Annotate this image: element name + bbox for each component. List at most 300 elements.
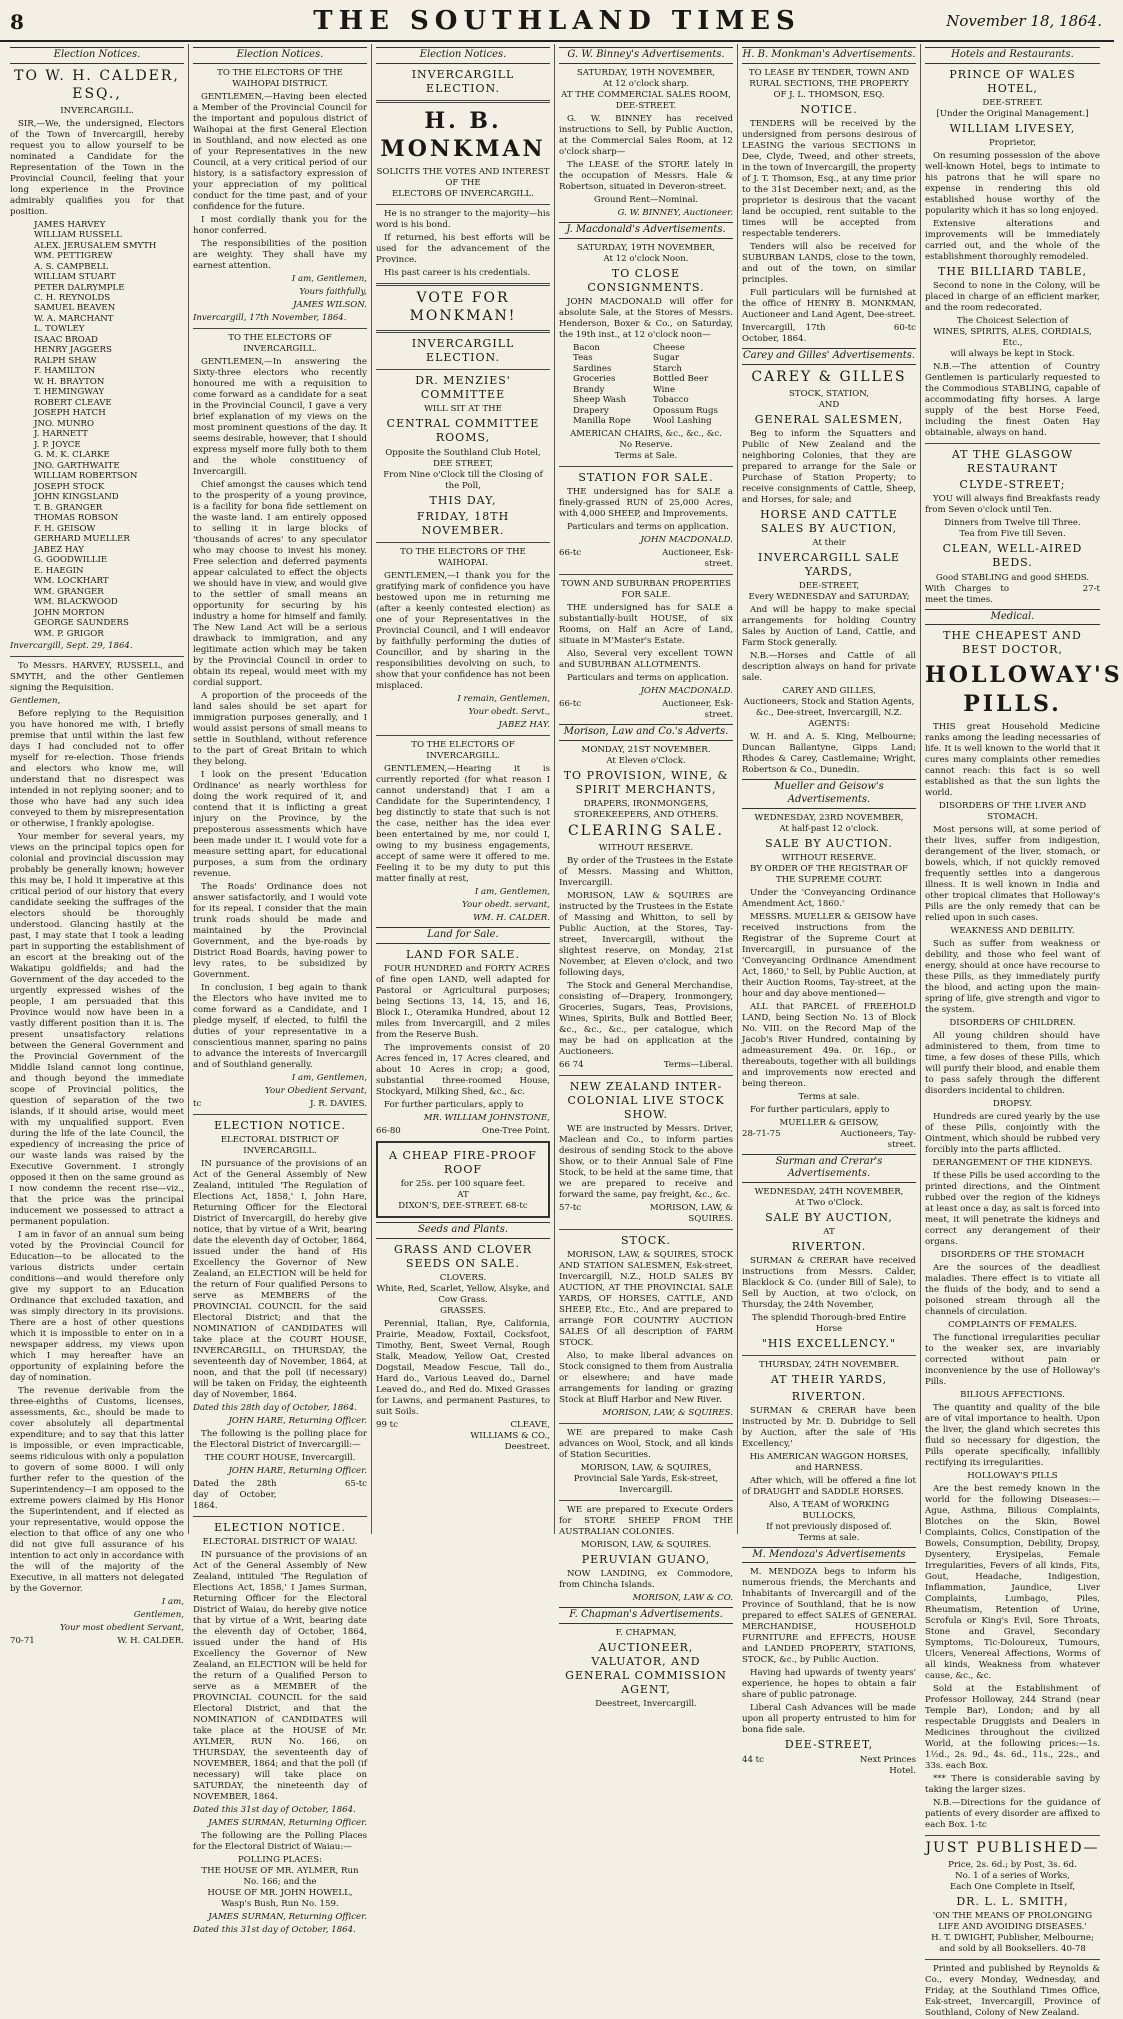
signatory-name: ALEX. JERUSALEM SMYTH [34,240,157,251]
line-right: Next Princes Hotel. [859,1754,916,1776]
centered-line: AT THE COMMERCIAL SALES ROOM, [561,89,731,100]
centered-line: HOUSE OF MR. JOHN HOWELL, Wasp's Bush, Run No. 159. [207,1887,353,1909]
sub-heading: RIVERTON. [791,1389,867,1403]
paragraph: G. W. BINNEY has received instructions to Sell, by Public Auction, at the Commercial Sales Room, at 12 o'clock sharp— [559,113,733,157]
paragraph: WE are prepared to Execute Orders for STORE SHEEP FROM THE AUSTRALIAN COLONIES. [559,1504,733,1537]
goods-item: Bottled Beer [653,374,709,385]
centered-line: If not previously disposed of. [766,1521,892,1532]
goods-item: Wool Lashing [653,416,712,427]
paragraph: JOHN MACDONALD will offer for absolute Sale, at the Stores of Messrs. Henderson, Boxer & Co., on Saturday, the 19th inst., at 12 o'clock noon— [559,296,733,340]
centered-line: DROPSY. [992,1098,1033,1109]
centered-line: At their [812,537,846,548]
column-2 [189,44,372,1935]
centered-line: TOWN AND SUBURBAN PROPERTIES FOR SALE. [560,578,732,600]
issue-date: November 18, 1864. [946,12,1102,30]
section-header: M. Mendoza's Advertisements [742,1547,916,1564]
paragraph: In conclusion, I beg again to thank the Electors who have invited me to come forward as a Candidate, and I pledge myself, if elected, to fulfil the duties of your representative in a conscientious manner, sparing no pains to advance the interests of Invercargill and of Southland generally. [193,982,367,1070]
signature-line: JOHN HARE, Returning Officer. [228,1465,367,1476]
sub-heading: TO PROVISION, WINE, & SPIRIT MERCHANTS, [563,768,729,796]
paragraph: N.B.—Horses and Cattle of all description always on hand for private sale. [742,650,916,683]
sub-heading: THE BILLIARD TABLE, [938,265,1087,279]
paragraph: The quantity and quality of the bile are of vital importance to health. Upon the liver, the gland which secretes this fluid so necessary for digestion, the Pills operate specifically, infallibly rectifying its irregularities. [925,1402,1100,1468]
signatory-name: JOHN MORTON [34,607,105,618]
paragraph: Having had upwards of twenty years' experience, he hopes to obtain a fair share of public patronage. [742,1668,916,1701]
centered-line: DISORDERS OF THE STOMACH [940,1249,1085,1260]
signature-line: G. W. BINNEY, Auctioneer. [617,207,733,218]
sub-heading: WILLIAM LIVESEY, [949,121,1076,135]
centered-line: Each One Complete in Itself, [949,1881,1076,1892]
signature-line: MORISON, LAW, & SQUIRES. [602,1407,733,1418]
centered-line: Tea from Five till Seven. [959,529,1066,540]
centered-line: White, Red, Scarlet, Yellow, Alsyke, and Cow Grass. [376,1283,550,1305]
line-right: CLEAVE, WILLIAMS & CO., Deestreet. [470,1419,550,1452]
signatory-name: WILLIAM ROBERTSON [34,471,138,482]
centered-line: Proprietor, [988,138,1037,149]
centered-line: Dinners from Twelve till Three. [944,518,1081,529]
paragraph: If these Pills be used according to the printed directions, and the Ointment rubbed over the region of the kidneys at least once a day, as salt is forced into meat, it will penetrate the kidneys and correct any derangement of their organs. [925,1170,1100,1247]
centered-line: Deestreet, Invercargill. [595,1699,697,1710]
centered-line: Also, A TEAM of WORKING BULLOCKS, [768,1499,890,1521]
page-number: 8 [10,10,24,34]
paragraph: M. MENDOZA begs to inform his numerous friends, the Merchants and Inhabitants of Invercargill and of the Province of Southland, that he is now prepared to effect SALES of GENERAL MERCHANDISE, HOUSEHOLD FURNITURE and EFFECTS, HOUSE and LANDED PROPERTY, STATIONS, STOCK, &c., by Public Auction. [742,1567,916,1666]
display-heading: VOTE FOR MONKMAN! [409,290,517,325]
signatory-name: PETER DALRYMPLE [34,282,125,293]
paragraph: SURMAN & CRERAR have received instructions from Messrs. Calder, Blacklock & Co. (under Bill of Sale), to Sell by Auction, at two o'clock, on Thursday, the 24th November, [742,1256,916,1311]
paragraph: THE undersigned has for SALE a substantially-built HOUSE, of six Rooms, on Half an Acre of Land, situate in M'Master's Estate. [559,602,733,646]
split-line [559,548,733,570]
paragraph: The Roads' Ordinance does not answer satisfactorily, and I would vote for its repeal. I consider that the main trunk roads should be made and maintained by the Provincial Government, and the bye-roads by District Road Boards, having power to levy rates, to be subsidized by Government. [193,881,367,980]
centered-line: OF THE [445,178,481,189]
centered-line: At 12 o'clock sharp. [602,78,690,89]
paragraph: GENTLEMEN,—Hearing it is currently reported (for what reason I cannot understand) that I am a Candidate for the Superintendency, I beg distinctly to state that such is not the case, neither has the idea ever been entertained by me, nor could I, owing to my business engagements, accept of same were it offered to me. Feeling it to be my duty to put this matter finally at rest, [376,763,550,884]
signature-line: I am, Gentlemen, [474,886,550,897]
paragraph: All young children should have administered to them, from time to time, a few doses of these Pills, which will purify their blood, and enable them to pass safely through the different disorders incidental to children. [925,1030,1100,1096]
paragraph: Second to none in the Colony, will be placed in charge of an efficient marker, and the room redecorated. [925,281,1100,314]
sub-heading: CLEAN, WELL-AIRED BEDS. [942,542,1083,570]
centered-line: MUELLER & GEISOW, [779,1117,879,1128]
goods-item: Sugar [653,353,680,364]
centered-line: At Eleven o'Clock. [606,755,686,766]
goods-item: Sardines [573,363,612,374]
section-header: H. B. Monkman's Advertisements. [742,47,916,64]
line-left: 99 tc [376,1419,398,1430]
section-header: Medical. [925,609,1100,626]
sub-heading: INVERCARGILL ELECTION. [411,337,515,365]
centered-line: At 12 o'clock Noon. [603,253,689,264]
goods-item: Groceries [573,374,616,385]
sub-heading: "HIS EXCELLENCY." [761,1337,897,1351]
goods-item: Wine [653,384,676,395]
signature-line: Your obedt. servant, [462,899,550,910]
signatory-name: WM. BLACKWOOD [34,597,118,608]
signatory-name: W. H. BRAYTON [34,376,105,387]
paragraph: Are the sources of the deadliest maladies. There effect is to vitiate all the fluids of the body, and to send a poisoned stream through all the channels of circulation. [925,1262,1100,1317]
divider [193,328,367,329]
split-line [925,584,1100,606]
signatory-name: WM. P. GRIGOR [34,628,104,639]
centered-line: POLLING PLACES: [237,1854,323,1865]
paragraph: Perennial, Italian, Rye, California, Prairie, Meadow, Foxtail, Cocksfoot, Timothy, Bent, Sweet Vernal, Rough Stalk, Meadow, Yellow Oat, Crested Dogstail, Meadow Fescue, Tall do., Hard do., Various Leaved do., Darnel Leaved do., and Red do. Mixed Grasses for Lawns, and permanent Pastures, to suit Soils. [376,1318,550,1417]
paragraph: Are the best remedy known in the world for the following Diseases:—Ague, Asthma, Bilious Complaints, Blotches on the Skin, Bowel Complaints, Colics, Constipation of the Bowels, Consumption, Debility, Dropsy, Dysentery, Erysipelas, Female Irregularities, Fevers of all kinds, Fits, Gout, Headache, Indigestion, Inflammation, Jaundice, Liver Complaints, Lumbago, Piles, Rheumatism, Retention of Urine, Scrofula or King's Evil, Sore Throats, Stone and Gravel, Secondary Symptoms, Tic-Doloureux, Tumours, Ulcers, Venereal Affections, Worms of all kinds, Weakness from whatever cause, &c., &c. [925,1483,1100,1681]
centered-line: BY ORDER OF THE REGISTRAR OF THE SUPREME COURT. [750,863,908,885]
signatory-name: J. HARNETT [34,429,88,440]
divider [559,574,733,575]
signatory-name: WILLIAM STUART [34,272,116,283]
line-right: Auctioneers, Tay-street. [840,1128,916,1150]
paragraph: MESSRS. MUELLER & GEISOW have received instructions from the Registrar of the Supreme Court at Invercargill, in pursuance of the 'Conveyancing Ordinance Amendment Act, 1860,' to Sell, by Public Auction, at their Auction Rooms, Tay-street, at the hour and day above mentioned— [742,911,916,999]
divider [10,656,184,657]
line-left: 57-tc [559,1202,582,1213]
line-right: 65-tc [344,1478,367,1489]
sub-heading: ELECTION NOTICE. [214,1118,346,1132]
centered-line: Opposite the Southland Club Hotel, [385,447,541,458]
box-line: A CHEAP FIRE-PROOF ROOF [389,1148,537,1176]
paragraph: Also, to make liberal advances on Stock consigned to them from Australia or elsewhere; and have made arrangements for landing or grazing Stock at Bluff Harbor and New River. [559,1350,733,1405]
paragraph: Your member for several years, my views on the principal topics open for colonial and provincial discussion may probably be generally known; however this may be, I hold it imperative at this critical period of our history that every candidate seeking the suffrages of the electors should be thoroughly understood. Glancing hastily at the past, I may state that I took a leading part in supporting the establishment of an escort at the breaking out of the Wakatipu goldfields; and had the Government of the day acceded to the urgently expressed wishes of the people, I am persuaded that this Province would now have been in a vastly different position than it is. The present unsatisfactory relations between the General Government and the Provincial Government of the Middle Island cannot long continue, and though beyond the immediate scope of Provincial politics, the question of separation of the two islands, if it should arise, would meet with my unqualified support. Even during the life of the late Council, the expediency of increasing the price of our waste lands was raised by the Executive Government. I strongly opposed it then on the same ground as I now condemn the recent rise—viz., that the price was the principal inducement we possessed to attract a permanent population. [10,831,184,1227]
centered-line: THE HOUSE OF MR. AYLMER, Run No. 166; and the [201,1865,359,1887]
display-heading: JUST PUBLISHED— [925,1839,1100,1856]
section-header: Land for Sale. [376,927,550,944]
goods-list [559,343,733,427]
split-line [742,323,916,345]
line-left: 44 tc [742,1754,764,1765]
signatory-name: W. A. MARCHANT [34,313,114,324]
paragraph: And will be happy to make special arrangements for holding Country Sales by Auction of Land, Cattle, and Farm Stock generally. [742,604,916,648]
paragraph: After which, will be offered a fine lot of DRAUGHT and SADDLE HORSES. [742,1475,916,1497]
signatory-name: JABEZ HAY [34,544,84,555]
divider [559,1229,733,1230]
centered-line: Every WEDNESDAY and SATURDAY; [748,591,910,602]
paragraph: The revenue derivable from the three-eighths of Customs, licenses, assessments, &c., should be made to cover absolutely all departmental expenditure; and to say that this latter is impossible, or even impracticable, seems ridiculous with only a population to govern of some 8000. I will only further refer to the question of the Superintendency—I am opposed to the extreme powers claimed by His Honor the Superintendent, and if elected as your representative, would oppose the election to that office of any one who did not give full assurance of his intention to act only in accordance with the will of the majority of the Executive, in all matters not delegated by the Governor. [10,1385,184,1594]
paragraph: For further particulars, apply to [384,1099,524,1110]
centered-line: Terms at sale. [798,1532,860,1543]
goods-item: Manilla Rope [573,416,631,427]
centered-line: DISORDERS OF CHILDREN. [949,1017,1076,1028]
centered-line: WILL SIT AT THE [424,404,502,415]
divider [925,1835,1100,1836]
signatory-name: G. M. K. CLARKE [34,450,110,461]
centered-line: CAREY AND GILLES, [782,685,876,696]
centered-line: MORISON, LAW, & SQUIRES. [580,1539,712,1550]
newspaper-title: THE SOUTHLAND TIMES [313,6,801,36]
centered-line: [Under the Original Management.] [936,108,1089,119]
centered-line: DERANGEMENT OF THE KIDNEYS. [932,1157,1093,1168]
centered-line: WITHOUT RESERVE. [598,842,694,853]
signatory-name: F. HAMILTON [34,366,96,377]
sub-heading: RIVERTON. [791,1240,867,1254]
large-display-heading: HOLLOWAY'S PILLS. [925,662,1123,717]
centered-line: TO THE ELECTORS OF INVERCARGILL. [228,332,332,354]
paragraph: To Messrs. HARVEY, RUSSELL, and SMYTH, and the other Gentlemen signing the Requisition. [10,660,184,693]
sub-heading: GRASS AND CLOVER SEEDS ON SALE. [393,1242,533,1270]
signature-line: MORISON, LAW & CO. [632,1592,733,1603]
line-right: Auctioneer, Esk-street. [662,698,733,720]
paragraph: Chief amongst the causes which tend to the prosperity of a young province, is a facility for bona fide settlement on the waste land. I am entirely opposed to selling it in large blocks of 'thousands of acres' to any speculator who may choose to invest his money. Free selection and deferred payments appear calculated to effect the objects we should have in view, and would give to the settler of small means an opportunity for securing by his industry a home for himself and family. The New Land Act will be a serious drawback to immigration, and any legitimate action which may be taken by the Provincial Council in order to obtain its repeal, would meet with my cordial support. [193,479,367,688]
centered-line: AGENTS: [808,718,850,729]
paragraph: GENTLEMEN,—In answering the Sixty-three electors who recently honoured me with a requisition to come forward as a candidate for a seat in the Provincial Council, I gave a very brief explanation of my views on the most prominent questions of the day. It seems desirable, however, that I should express myself more fully both to them and the whole constituency of Invercargill. [193,356,367,477]
centered-line: The Choicest Selection of [956,316,1069,327]
centered-line: At Two o'Clock. [795,1198,863,1209]
sub-heading: INVERCARGILL ELECTION. [411,67,515,95]
centered-line: WEDNESDAY, 24TH NOVEMBER, [754,1187,904,1198]
signature-line: JABEZ HAY. [498,719,550,730]
dateline: Dated this 31st day of October, 1864. [193,1924,356,1935]
boxed-advertisement [376,1141,550,1218]
sub-heading: SALE BY AUCTION. [765,836,893,850]
paragraph: THIS great Household Medicine ranks among the leading necessaries of life. It is well known to the world that it cures many complaints other remedies cannot reach: this fact is so well established as that the sun lights the world. [925,721,1100,798]
paragraph: He is no stranger to the majority—his word is his bond. [376,209,550,231]
centered-line: DEE-STREET. [615,100,677,111]
signatory-name: L. TOWLEY [34,324,85,335]
sub-heading: STOCK. [620,1233,672,1247]
signatory-name: GERHARD MUELLER [34,534,130,545]
split-line [193,1479,367,1512]
line-left: Invercargill, 17th October, 1864. [742,322,826,344]
sub-heading: HORSE AND CATTLE SALES BY AUCTION, [760,507,898,535]
display-heading: CLEARING SALE. [568,822,724,839]
centered-line: His AMERICAN WAGGON HORSES, and HARNESS. [749,1451,909,1473]
paragraph: Particulars and terms on application. [567,672,729,683]
paragraph: For further particulars, apply to [750,1104,890,1115]
signatory-name: JAMES HARVEY [34,219,106,230]
display-heading: CAREY & GILLES [751,368,907,385]
paragraph: The Stock and General Merchandise, consisting of—Drapery, Ironmongery, Groceries, Sugars, Teas, Provisions, Wines, Spirits, Bulk and Bottled Beer, &c., &c., &c., per catalogue, which may be had on application at the Auctioneers. [559,980,733,1057]
centered-line: Terms at sale. [798,1091,860,1102]
line-right: One-Tree Point. [481,1125,550,1136]
centered-line: MONDAY, 21ST NOVEMBER. [581,744,711,755]
divider [742,1355,916,1356]
centered-line: ELECTORS OF INVERCARGILL. [392,189,534,200]
paragraph: Printed and published by Reynolds & Co., every Monday, Wednesday, and Friday, at the Southland Times Office, Esk-street, Invercargill, Province of Southland, Colony of New Zealand. [925,1963,1100,2018]
centered-line: No. 1 of a series of Works, [955,1870,1070,1881]
line-left: 66 74 [559,1059,584,1070]
divider [376,204,550,205]
centered-line: H. T. DWIGHT, Publisher, Melbourne; and sold by all Booksellers. 40-78 [931,1932,1094,1954]
large-display-heading: H. B. MONKMAN [380,107,546,163]
column-5 [738,44,921,1776]
section-header: Seeds and Plants. [376,1222,550,1239]
paragraph: SIR,—We, the undersigned, Electors of the Town of Invercargill, hereby request you to allow yourself to be nominated a Candidate for the Representation of the Town in the Provincial Council, feeling that your long experience in the Province admirably qualifies you for that position. [10,118,184,217]
signature-line: JAMES SURMAN, Returning Officer. [208,1817,367,1828]
line-right: J. R. DAVIES. [309,1098,367,1109]
paragraph: By order of the Trustees in the Estate of Messrs. Massing and Whitton, Invercargill. [559,855,733,888]
line-left: With Charges to meet the times. [925,583,1009,605]
paragraph: Such as suffer from weakness or debility, and those who feel want of energy, should at once have recourse to these Pills, as they immediately purify the blood, and acting upon the main-spring of life, give strength and vigor to the system. [925,938,1100,1015]
split-line [376,1126,550,1137]
line-left: 66-tc [559,698,582,709]
signatory-name: E. HAEGIN [34,565,84,576]
signatory-name: J. P. JOYCE [34,439,81,450]
divider [925,1959,1100,1960]
signature-line: I am, Gentlemen, [291,273,367,284]
centered-line: ELECTORAL DISTRICT OF WAIAU. [202,1536,358,1547]
column-4 [555,44,738,1710]
signatory-name: JOSEPH HATCH [34,408,106,419]
centered-line: TO THE ELECTORS OF INVERCARGILL. [411,739,515,761]
sub-heading: DR. MENZIES' COMMITTEE [415,374,511,402]
paragraph: The functional irregularities peculiar to the weaker sex, are invariably corrected without pain or inconvenience by the use of Holloway's Pills. [925,1332,1100,1387]
signature-line: WM. H. CALDER. [473,912,550,923]
section-header: Election Notices. [193,47,367,64]
section-header: Carey and Gilles' Advertisements. [742,348,916,365]
sub-heading: CENTRAL COMMITTEE ROOMS, [386,417,540,445]
centered-line: THURSDAY, 24TH NOVEMBER. [759,1360,899,1371]
split-line [376,1420,550,1453]
signatory-name: WILLIAM RUSSELL [34,230,122,241]
line-right: W. H. CALDER. [117,1635,184,1646]
centered-line: At half-past 12 o'clock. [779,823,879,834]
dateline: Invercargill, Sept. 29, 1864. [10,640,133,651]
signature-line: I remain, Gentlemen, [457,693,550,704]
paragraph: The responsibilities of the position are weighty. They shall have my earnest attention. [193,238,367,271]
centered-line: The splendid Thorough-bred Entire Horse [751,1313,907,1335]
divider [925,443,1100,444]
paragraph: The improvements consist of 20 Acres fenced in, 17 Acres cleared, and about 10 Acres in crop; a good, substantial three-roomed House, Stockyard, Milking Shed, &c., &c. [376,1042,550,1097]
signatory-name: T. B. GRANGER [34,502,103,513]
paragraph: I am in favor of an annual sum being voted by the Provincial Council for Education—to be allocated to the various districts under certain conditions—and would therefore only give my support to an Education Ordinance that excluded taxation, and was simply directory in its provisions. There are a host of other questions which it is impossible to enter on in a newspaper address, my views upon which I may hereafter have an opportunity of explaining before the day of nomination. [10,1229,184,1383]
centered-line: AT [823,1227,835,1238]
paragraph: Liberal Cash Advances will be made upon all property entrusted to him for bona fide sale. [742,1703,916,1736]
paragraph: SURMAN & CRERAR have been instructed by Mr. D. Dubridge to Sell by Auction, after the sale of 'His Excellency,' [742,1405,916,1449]
signature-line: Your Obedient Servant, [265,1085,367,1096]
dateline: Dated this 31st day of October, 1864. [193,1804,356,1815]
signature-line: Your most obedient Servant, [60,1622,184,1633]
signatory-name: THOMAS ROBSON [34,513,119,524]
centered-line: WEAKNESS AND DEBILITY. [950,925,1075,936]
paragraph: THE undersigned has for SALE a finely-grassed RUN of 25,000 Acres, with 4,000 SHEEP, and Improvements. [559,486,733,519]
section-header: Mueller and Geisow's Advertisements. [742,779,916,809]
paragraph: IN pursuance of the provisions of an Act of the General Assembly of New Zealand, intituled 'The Regulation of Elections Act, 1858,' I James Surman, Returning Officer for the Electoral District of Waiau, do hereby give notice that by virtue of a Writ, bearing date the eleventh day of October, 1864, issued under the hand of His Excellency the Governor of New Zealand, an ELECTION will be held for the return of a Qualified Person to serve as a MEMBER of the PROVINCIAL COUNCIL for the said Electoral District, and that the NOMINATION of CANDIDATES will take place at the HOUSE of Mr. AYLMER, RUN No. 166, on THURSDAY, the seventeenth day of NOVEMBER, 1864; and that the poll (if necessary) will take place on SATURDAY, the nineteenth day of NOVEMBER, 1864. [193,1549,367,1802]
line-left: 66-80 [376,1125,401,1136]
divider [376,369,550,370]
section-header: Hotels and Restaurants. [925,47,1100,64]
centered-line: THE COURT HOUSE, Invercargill. [204,1452,356,1463]
column-6 [921,44,1123,2018]
signatory-name: JOSEPH STOCK [34,481,105,492]
paragraph: A proportion of the proceeds of the land sales should be set apart for immigration purposes generally, and I would assist persons of small means to settle in Southland, without reference to the part of Great Britain to which they belong. [193,690,367,767]
sub-heading: THE CHEAPEST AND BEST DOCTOR, [943,629,1082,657]
sub-heading: GENERAL SALESMEN, [754,412,904,426]
line-left: tc [193,1098,202,1109]
signature-line: I am, [161,1596,184,1607]
signature-line: JOHN MACDONALD. [640,534,733,545]
double-divider [376,283,550,286]
split-line [10,1636,184,1647]
line-right: Terms—Liberal. [663,1059,733,1070]
paragraph: The following are the Polling Places for the Electoral District of Waiau:— [193,1830,367,1852]
dateline: Gentlemen, [10,695,61,706]
paragraph: If returned, his best efforts will be used for the advancement of the Province. [376,233,550,266]
section-header: F. Chapman's Advertisements. [559,1607,733,1624]
divider [376,542,550,543]
paragraph: MORISON, LAW, & SQUIRES, STOCK AND STATION SALESMEN, Esk-street, Invercargill, N.Z., HOLD SALES BY AUCTION, AT THE PROVINCIAL SALE YARDS, OF HORSES, CATTLE, AND SHEEP, Etc., Etc., And are prepared to arrange FOR COUNTRY AUCTION SALES Of all description of FARM STOCK. [559,1249,733,1348]
divider [376,735,550,736]
paragraph: W. H. and A. S. King, Melbourne; Duncan Ballantyne, Gipps Land; Rhodes & Carey, Castlemaine; Wright, Robertson & Co., Dunedin. [742,731,916,775]
signatory-name: F. H. GEISOW [34,523,96,534]
sub-heading: NEW ZEALAND INTER-COLONIAL LIVE STOCK SHOW. [567,1079,725,1121]
paragraph: Most persons will, at some period of their lives, suffer from indigestion, derangement of the liver, stomach, or bowels, which, if not quickly removed frequently settles into a dangerous illness. It is well known in India and other tropical climates that Holloway's Pills are the only remedy that can be relied upon in such cases. [925,824,1100,923]
line-right: 27-t [1082,583,1100,594]
signatory-name: C. H. REYNOLDS [34,293,111,303]
paragraph: Under the 'Conveyancing Ordinance Amendment Act, 1860.' [742,887,916,909]
double-divider [376,330,550,333]
signatory-name: SAMUEL BEAVEN [34,303,116,314]
dateline: Invercargill, 17th November, 1864. [193,312,347,323]
centered-line: MORISON, LAW, & SQUIRES, Provincial Sale Yards, Esk-street, Invercargill. [573,1462,719,1495]
section-header: Morison, Law and Co.'s Adverts. [559,724,733,741]
centered-line: INVERCARGILL. [60,105,134,116]
columns-container [6,44,1123,2018]
split-line [193,1099,367,1110]
paragraph: Also, Several very excellent TOWN and SUBURBAN ALLOTMENTS. [559,648,733,670]
centered-line: COMPLAINTS OF FEMALES. [948,1319,1077,1330]
display-heading: TO W. H. CALDER, ESQ., [14,67,180,102]
paragraph: I most cordially thank you for the honor conferred. [193,214,367,236]
paragraph: N.B.—Directions for the guidance of patients of every disorder are affixed to each Box. 1-tc [925,1797,1100,1830]
centered-line: F. CHAPMAN, [615,1627,677,1638]
sub-heading: PRINCE OF WALES HOTEL, [949,67,1076,95]
sub-heading: PERUVIAN GUANO, [581,1552,711,1566]
line-right: MORISON, LAW, & SQUIRES. [649,1202,733,1224]
paragraph: On resuming possession of the above well-known Hotel, begs to intimate to his patrons that he will spare no expense in rendering this old established house worthy of the popularity which it has so long enjoyed. [925,151,1100,217]
paragraph: Sold at the Establishment of Professor Holloway, 244 Strand (near Temple Bar), London; and by all respectable Druggists and Dealers in Medicines throughout the civilized World, at the following prices:—1s. 1½d., 2s. 9d., 4s. 6d., 11s., 22s., and 33s. each Box. [925,1683,1100,1771]
centered-line: TO LEASE BY TENDER, TOWN AND RURAL SECTIONS, THE PROPERTY OF J. L. THOMSON, ESQ. [748,67,910,100]
signature-line: Gentlemen, [133,1609,184,1620]
centered-line: Price, 2s. 6d.; by Post, 3s. 6d. [948,1859,1077,1870]
paragraph: NOW LANDING, ex Commodore, from Chincha Islands. [559,1568,733,1590]
signature-line: JAMES WILSON. [293,299,367,310]
signatory-name: WM. LOCKHART [34,576,109,587]
paragraph: Hundreds are cured yearly by the use of these Pills, conjointly with the Ointment, which should be rubbed very forcibly into the parts afflicted. [925,1111,1100,1155]
centered-line: will always be kept in Stock. [950,349,1075,360]
signatory-name: WM. GRANGER [34,586,104,597]
signatory-name: T. HEMINGWAY [34,387,105,398]
line-left: 66-tc [559,547,582,558]
paragraph: I look on the present 'Education Ordinance' as nearly worthless for doing the work required of it, and contend that it is inflicting a great injury on the Province, by the preposterous assessments which have been made under it. I would vote for a measure setting apart, for educational purposes, a sum from the ordinary revenue. [193,769,367,879]
line-left: 70-71 [10,1635,35,1646]
split-line [559,1203,733,1225]
paragraph: N.B.—The attention of Country Gentlemen is particularly requested to the Commodious STABLING, capable of accommodating fifty horses. A large supply of the best Horse Feed, including the finest Oaten Hay obtainable, always on hand. [925,362,1100,439]
centered-line: Terms at Sale. [614,450,678,461]
divider [559,466,733,467]
sub-heading: NOTICE. [800,102,858,116]
centered-line: SATURDAY, 19TH NOVEMBER, [576,67,716,78]
split-line [559,699,733,721]
signatory-name: HENRY JAGGERS [34,345,112,356]
centered-line: ELECTORAL DISTRICT OF INVERCARGILL. [220,1134,340,1156]
sub-heading: ELECTION NOTICE. [214,1520,346,1534]
centered-line: SATURDAY, 19TH NOVEMBER, [576,242,716,253]
centered-line: Good STABLING and good SHEDS. [935,572,1090,583]
centered-line: STOCK, STATION, [789,388,869,399]
signature-line: JOHN HARE, Returning Officer. [228,1415,367,1426]
paragraph: ALL that PARCEL of FREEHOLD LAND, being Section No. 13 of Block No. VIII. on the Record Map of the Jacob's River Hundred, containing by admeasurement 49a. 0r. 16p., or thereabouts, together with all buildings and improvements now erected and being thereon. [742,1001,916,1089]
centered-line: AMERICAN CHAIRS, &c., &c., &c. [570,428,722,439]
paragraph: Beg to inform the Squatters and Public of New Zealand and the neighboring Colonies, that they are prepared to arrange for the Sale or Purchase of Station Property; to receive consignments of Cattle, Sheep, and Horses, for sale; and [742,428,916,505]
paragraph: GENTLEMEN,—Having been elected a Member of the Provincial Council for the important and populous district of Waihopai at the first General Election in Southland, and now elected as one of your Representatives in the new Council, at a very critical period of our history, is a satisfactory expression of your appreciation of my political conduct for the time past, and of your confidence for the future. [193,91,367,212]
signature-line: JOHN MACDONALD. [640,685,733,696]
paragraph: IN pursuance of the provisions of an Act of the General Assembly of New Zealand, intituled 'The Regulation of Elections Act, 1858,' I, John Hare, Returning Officer for the Electoral District of Invercargill, do hereby give notice, that by virtue of a Writ, bearing date the eleventh day of October, 1864, issued under the hand of His Excellency the Governor of New Zealand, an ELECTION will be held for the return of Four qualified Persons to serve as MEMBERS of the PROVINCIAL COUNCIL for the said Electoral District; and that the NOMINATION of CANDIDATES will take place at the COURT HOUSE, INVERCARGILL, on THURSDAY, the seventeenth day of November, 1864, at noon, and that the poll (if necessary) will be taken on Friday, the eighteenth day of November, 1864. [193,1158,367,1400]
divider [559,1500,733,1501]
paragraph: FOUR HUNDRED and FORTY ACRES of fine open LAND, well adapted for Pastoral or Agricultural purposes; being Sections 13, 14, 15, and 16, Block I., Oteramika Hundred, about 12 miles from Invercargill, and 2 miles from the Reserve Bush. [376,963,550,1040]
sub-heading: TO CLOSE CONSIGNMENTS. [587,266,705,294]
signatory-name: ROBERT CLEAVE [34,397,112,408]
signatory-name: A. S. CAMPBELL [34,261,109,272]
centered-line: DISORDERS OF THE LIVER AND STOMACH. [938,800,1087,822]
signatory-name: JNO. GARTHWAITE [34,460,120,471]
sub-heading: CLYDE-STREET; [959,478,1066,492]
goods-item: Teas [573,353,593,364]
